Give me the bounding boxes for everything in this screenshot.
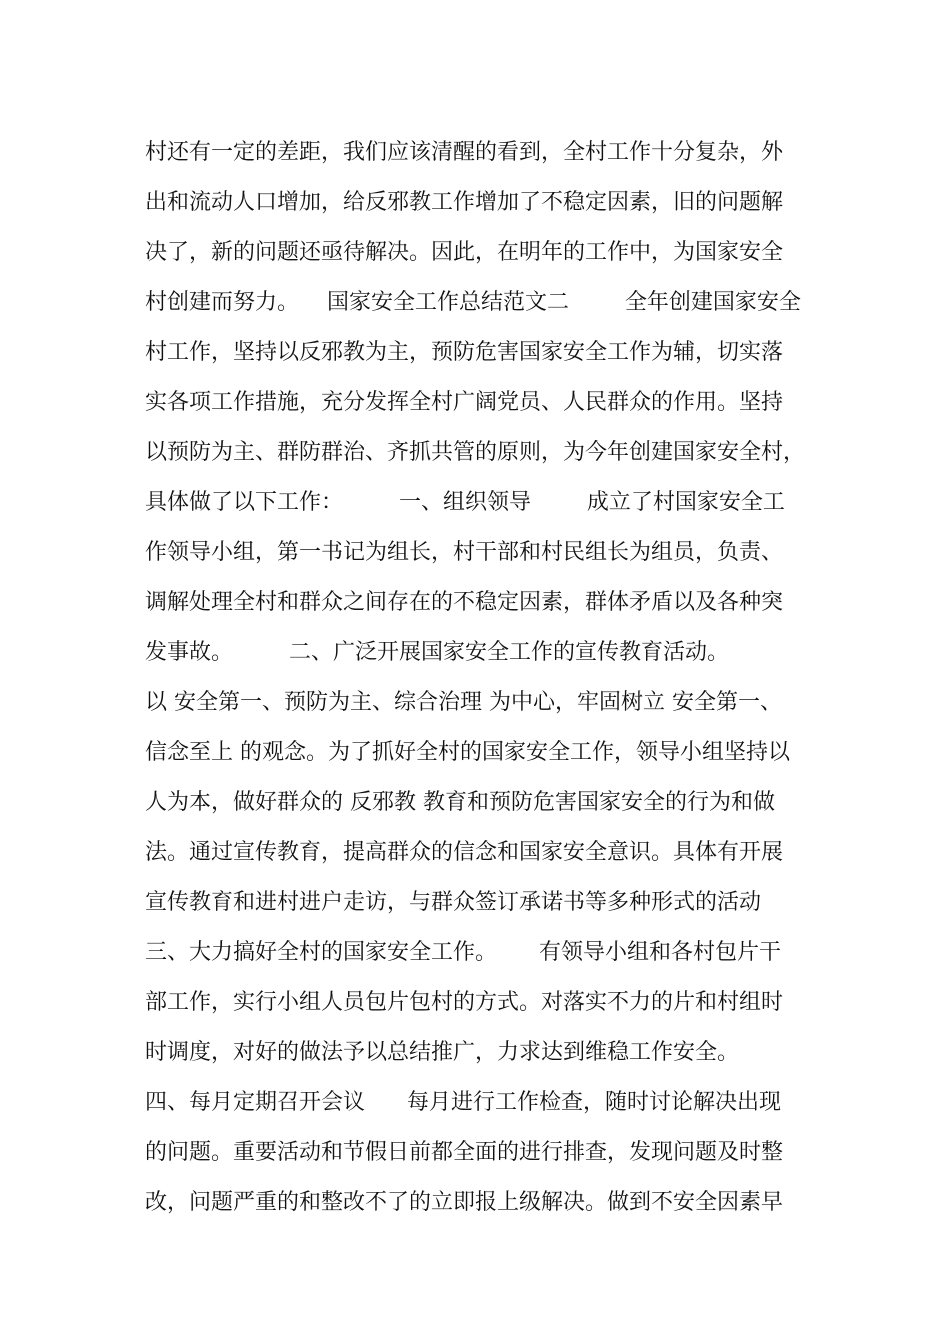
text-line: 村创建而努力。 国家安全工作总结范文二 全年创建国家安全 [145, 290, 801, 315]
text-line: 时调度，对好的做法予以总结推广，力求达到维稳工作安全。 [145, 1040, 740, 1065]
text-line: 信念至上 的观念。为了抓好全村的国家安全工作，领导小组坚持以 [145, 740, 790, 765]
text-line: 人为本，做好群众的 反邪教 教育和预防危害国家安全的行为和做 [145, 790, 775, 815]
text-line: 村工作，坚持以反邪教为主，预防危害国家安全工作为辅，切实落 [145, 340, 784, 365]
text-line: 宣传教育和进村进户走访，与群众签订承诺书等多种形式的活动 [145, 890, 762, 915]
text-line: 改，问题严重的和整改不了的立即报上级解决。做到不安全因素早 [145, 1190, 784, 1215]
text-line: 出和流动人口增加，给反邪教工作增加了不稳定因素，旧的问题解 [145, 190, 784, 215]
body-text [145, 128, 825, 1228]
text-line: 法。通过宣传教育，提高群众的信念和国家安全意识。具体有开展 [145, 840, 784, 865]
text-line: 决了，新的问题还亟待解决。因此，在明年的工作中，为国家安全 [145, 240, 784, 265]
text-line: 实各项工作措施，充分发挥全村广阔党员、人民群众的作用。坚持 [145, 390, 784, 415]
text-line: 以 安全第一、预防为主、综合治理 为中心，牢固树立 安全第一、 [145, 690, 782, 715]
text-line: 具体做了以下工作： 一、组织领导 成立了村国家安全工 [145, 490, 785, 515]
text-line: 发事故。 二、广泛开展国家安全工作的宣传教育活动。 [145, 640, 729, 665]
text-line: 作领导小组，第一书记为组长，村干部和村民组长为组员，负责、 [145, 540, 784, 565]
text-line: 的问题。重要活动和节假日前都全面的进行排查，发现问题及时整 [145, 1140, 784, 1165]
text-line: 村还有一定的差距，我们应该清醒的看到，全村工作十分复杂，外 [145, 140, 784, 165]
text-line: 调解处理全村和群众之间存在的不稳定因素，群体矛盾以及各种突 [145, 590, 784, 615]
text-line: 三、大力搞好全村的国家安全工作。 有领导小组和各村包片干 [145, 940, 781, 965]
text-line: 部工作，实行小组人员包片包村的方式。对落实不力的片和村组时 [145, 990, 784, 1015]
text-line: 四、每月定期召开会议 每月进行工作检查，随时讨论解决出现 [145, 1090, 781, 1115]
text-line: 以预防为主、群防群治、齐抓共管的原则，为今年创建国家安全村， [145, 440, 806, 465]
